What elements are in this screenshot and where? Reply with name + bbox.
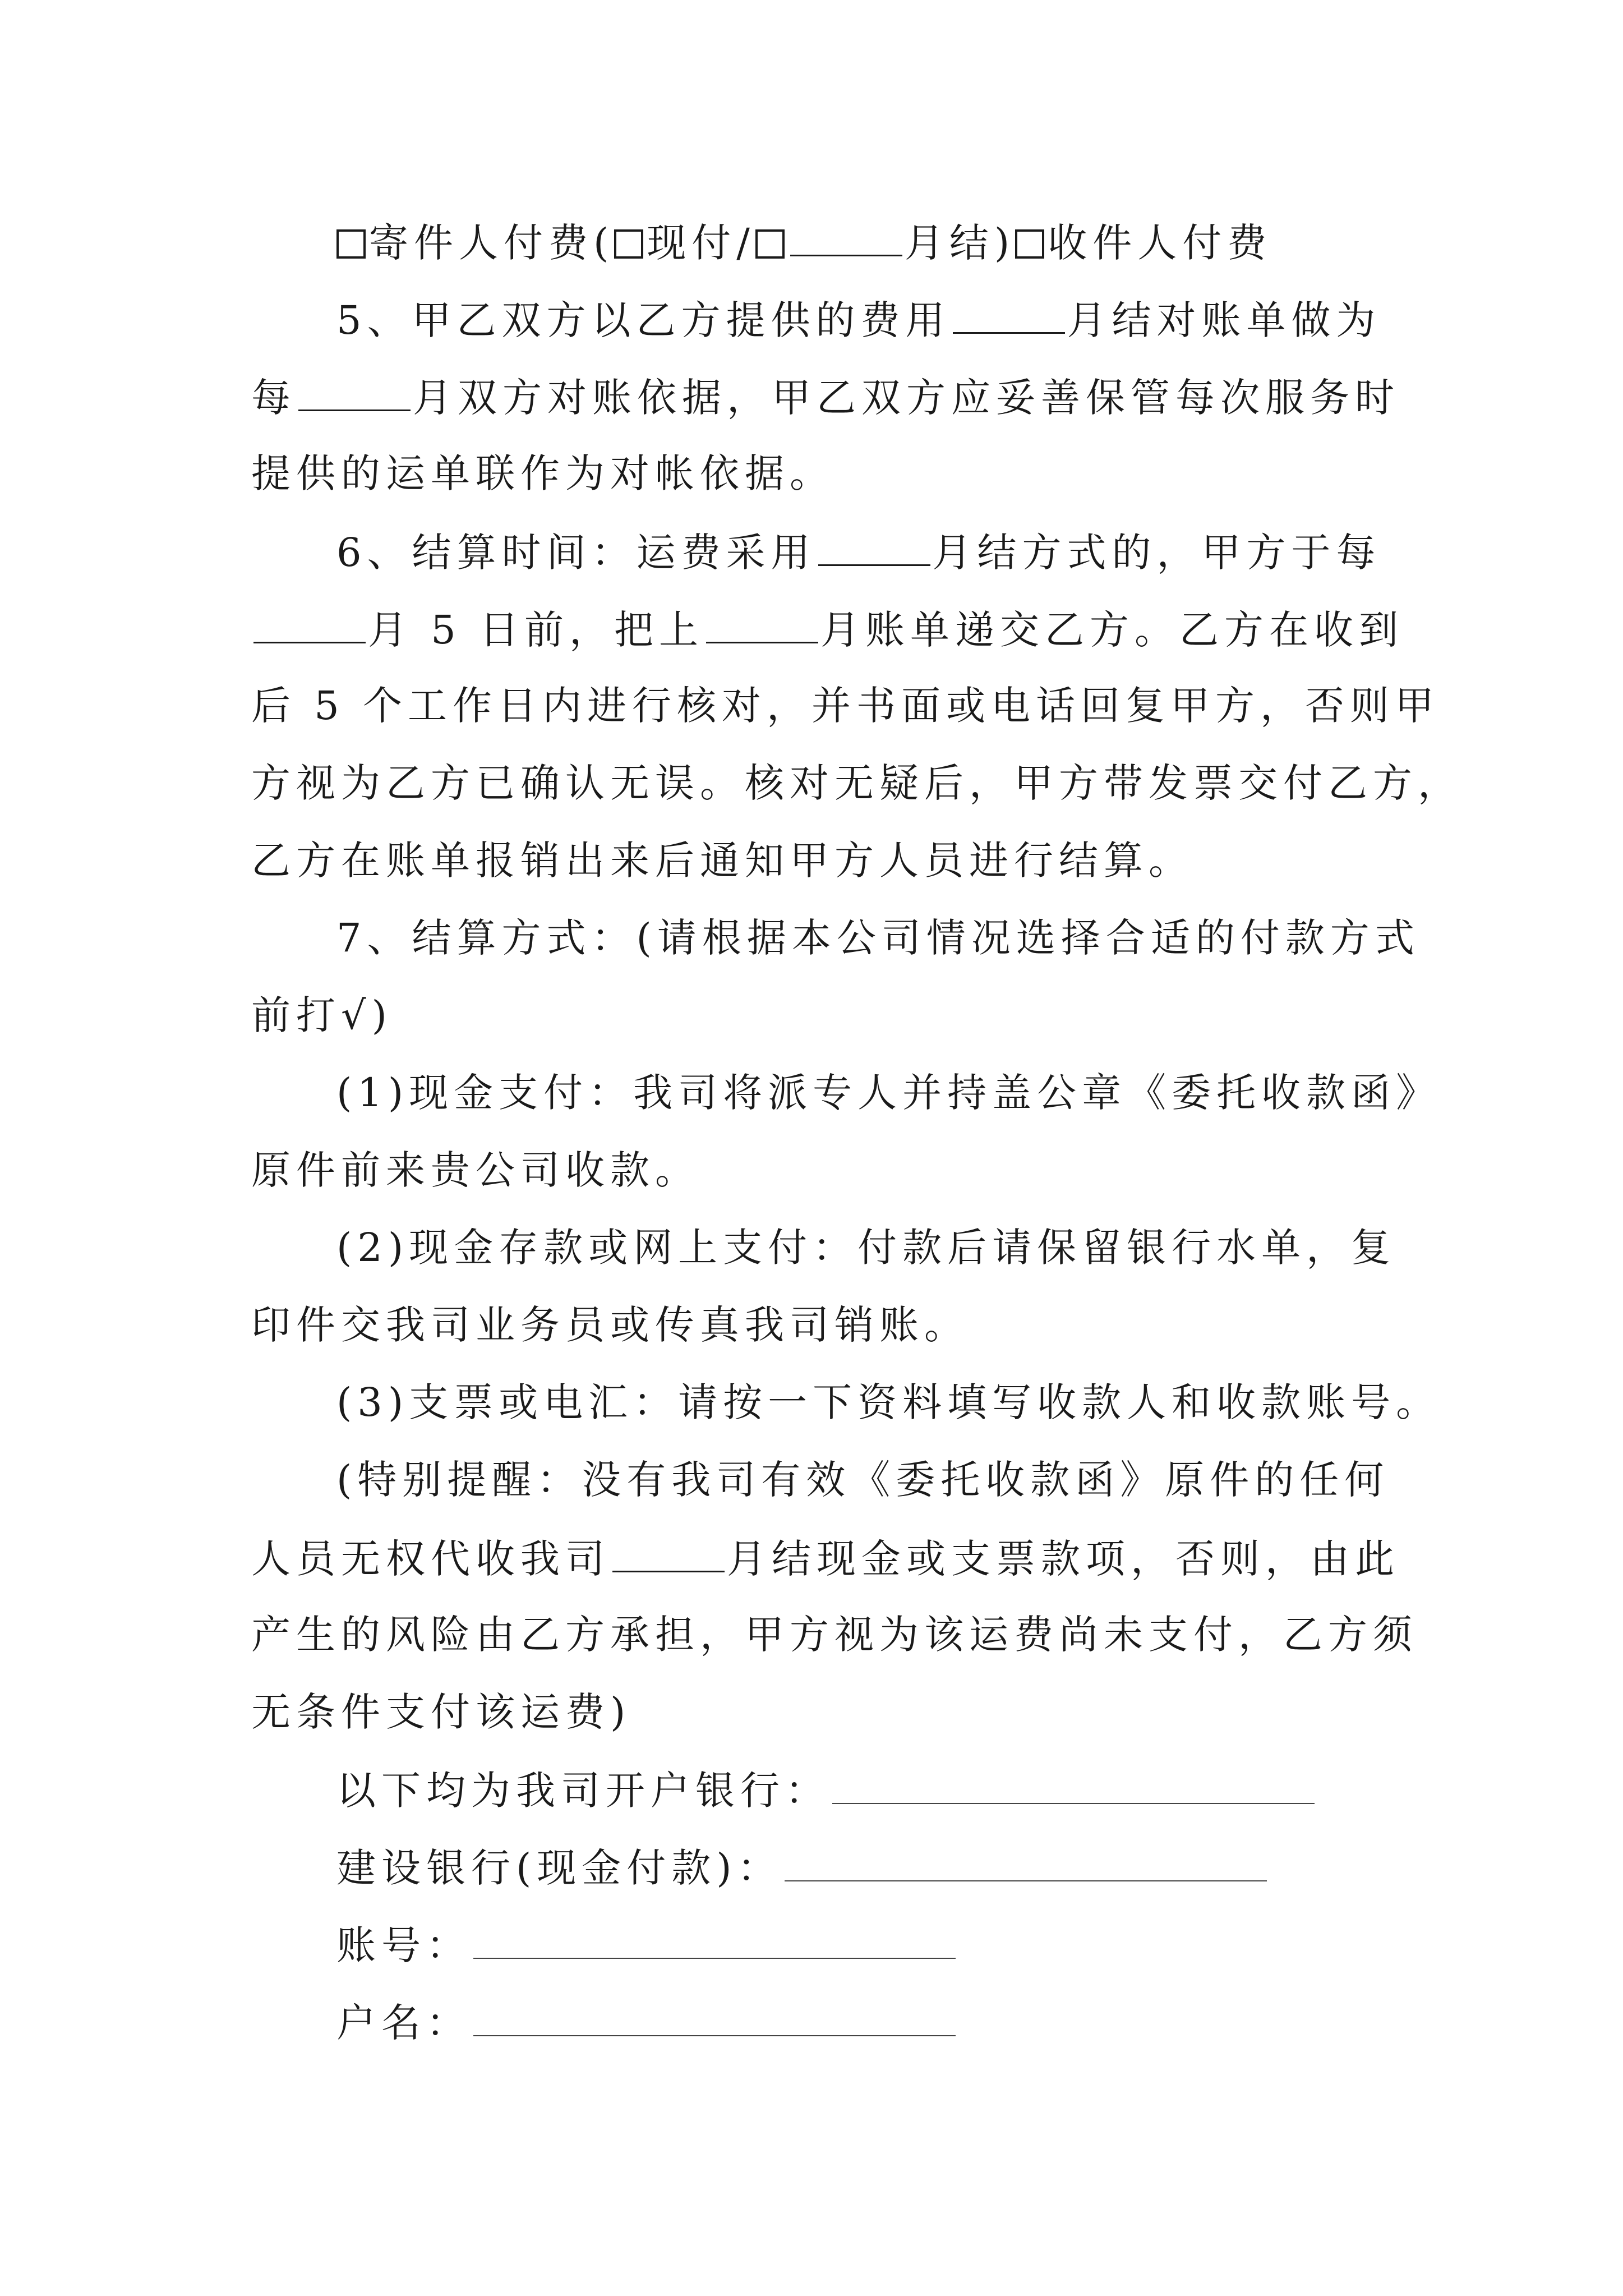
text-segment: 月结现金或支票款项，否则，由此 [727, 1536, 1400, 1582]
account-number-label: 账号： [336, 1922, 471, 1968]
monthly-pay-label: 月结) [904, 220, 1016, 266]
account-number-line [336, 1916, 958, 1972]
payer-options-line [336, 213, 1272, 269]
clause-5-line-1 [336, 291, 1381, 347]
sender-pays-checkbox[interactable] [336, 229, 366, 259]
text-segment: 月双方对账依据，甲乙双方应妥善保管每次服务时 [413, 375, 1400, 421]
text-segment: 月结对账单做为 [1067, 297, 1381, 343]
reminder-line-4: 无条件支付该运费) [251, 1689, 631, 1735]
clause-5-line-3: 提供的运单联作为对帐依据。 [251, 450, 834, 496]
reminder-line-3: 产生的风险由乙方承担，甲方视为该运费尚未支付，乙方须 [251, 1612, 1418, 1658]
account-name-label: 户名： [336, 2000, 471, 2046]
reminder-line-1: (特别提醒：没有我司有效《委托收款函》原件的任何 [336, 1457, 1390, 1503]
ccb-label: 建设银行(现金付款)： [336, 1845, 782, 1891]
clause-6-line-2 [251, 600, 1404, 656]
monthly-pay-checkbox[interactable] [755, 229, 785, 259]
ccb-blank-field[interactable] [785, 1839, 1267, 1881]
receiver-pays-checkbox[interactable] [1015, 229, 1044, 259]
text-segment: 月结方式的，甲方于每 [932, 530, 1381, 576]
blank-field[interactable] [253, 600, 366, 643]
text-segment: 6、结算时间：运费采用 [336, 530, 816, 576]
clause-6-line-5: 乙方在账单报销出来后通知甲方人员进行结算。 [251, 838, 1193, 884]
text-segment: 5、甲乙双方以乙方提供的费用 [336, 297, 951, 343]
blank-field[interactable] [706, 600, 818, 643]
text-segment: 人员无权代收我司 [251, 1536, 610, 1582]
text-segment: 月账单递交乙方。乙方在收到 [820, 607, 1404, 653]
bank-blank-field[interactable] [832, 1761, 1315, 1804]
clause-6-line-1 [336, 523, 1381, 579]
sender-pays-label: 寄件人付费( [369, 220, 615, 266]
text-segment: 每 [251, 375, 296, 421]
account-number-field[interactable] [473, 1916, 956, 1959]
blank-field[interactable] [790, 213, 902, 256]
clause-6-line-3: 后 5 个工作日内进行核对，并书面或电话回复甲方，否则甲 [251, 683, 1440, 729]
receiver-pays-label: 收件人付费 [1048, 220, 1272, 266]
bank-intro-line [336, 1761, 1317, 1818]
clause-5-line-2 [251, 368, 1400, 424]
blank-field[interactable] [818, 523, 930, 566]
option-2-line-2: 印件交我司业务员或传真我司销账。 [251, 1302, 969, 1348]
clause-7-line-2: 前打√) [251, 992, 393, 1038]
blank-field[interactable] [953, 291, 1065, 334]
text-segment: 月 5 日前，把上 [368, 607, 704, 653]
account-name-field[interactable] [473, 1994, 956, 2036]
blank-field[interactable] [612, 1529, 725, 1572]
option-2-line-1: (2)现金存款或网上支付：付款后请保留银行水单，复 [336, 1225, 1396, 1271]
clause-7-line-1: 7、结算方式：(请根据本公司情况选择合适的付款方式 [336, 915, 1420, 961]
option-1-line-1: (1)现金支付：我司将派专人并持盖公章《委托收款函》 [336, 1070, 1441, 1116]
account-name-line [336, 1994, 958, 2050]
cash-pay-checkbox[interactable] [614, 229, 643, 259]
bank-intro-label: 以下均为我司开户银行： [336, 1768, 830, 1814]
option-1-line-2: 原件前来贵公司收款。 [251, 1147, 700, 1193]
option-3-line: (3)支票或电汇：请按一下资料填写收款人和收款账号。 [336, 1379, 1441, 1425]
blank-field[interactable] [298, 368, 411, 411]
clause-6-line-4: 方视为乙方已确认无误。核对无疑后，甲方带发票交付乙方， [251, 760, 1463, 806]
cash-pay-label: 现付/ [647, 220, 755, 266]
ccb-line [336, 1839, 1269, 1895]
reminder-line-2 [251, 1529, 1400, 1585]
